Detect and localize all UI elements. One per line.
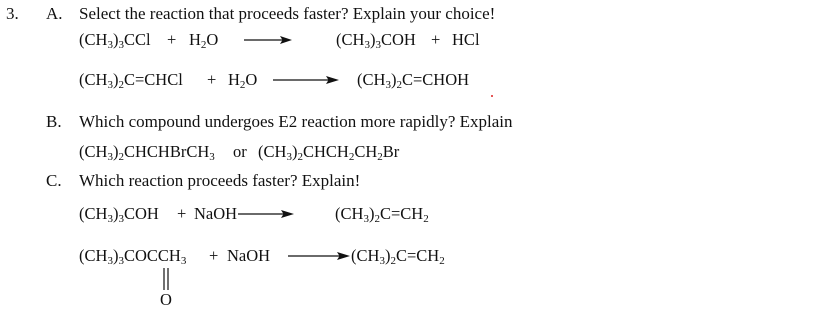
part-a-r2-product: $(CH_3)_2C=CHOH$ [357, 70, 470, 91]
part-b-compound-2: $(CH_3)_2CHCH_2CH_2Br$ [258, 142, 400, 163]
part-a-prompt: Select the reaction that proceeds faster? Explain your choice! [79, 4, 496, 23]
carbonyl-oxygen: O [160, 290, 172, 309]
part-a-r1-plus: + [167, 30, 177, 49]
part-c-r2-product: $(CH_3)_2C=CH_2$ [351, 246, 445, 267]
part-c-r2-reactant-b: NaOH [227, 246, 271, 265]
question-number: 3. [6, 4, 19, 23]
part-a-r1-arrow [244, 34, 292, 46]
part-c-r1-product: $(CH_3)_2C=CH_2$ [335, 204, 429, 225]
part-c-r1-arrow [238, 208, 294, 220]
part-c-r2-reactant-a: $(CH_3)_3COCCH_3$ [79, 246, 187, 267]
part-c-letter: C. [46, 171, 62, 190]
part-a-r1-reactant-a: $(CH_3)_3CCl$ [79, 30, 151, 51]
part-c-r2-arrow [288, 250, 350, 262]
part-c-prompt: Which reaction proceeds faster? Explain! [79, 171, 361, 190]
part-a-r1-product-a: $(CH_3)_3COH$ [336, 30, 416, 51]
part-a-r1-reactant-b: $H_2O$ [189, 30, 219, 51]
part-c-r1-reactant-a: $(CH_3)_3COH$ [79, 204, 159, 225]
red-mark-dot [491, 95, 493, 97]
part-a-r2-reactant-b: $H_2O$ [228, 70, 258, 91]
part-a-r1-product-b: HCl [452, 30, 480, 49]
part-b-letter: B. [46, 112, 62, 131]
part-c-r1-reactant-b: NaOH [194, 204, 238, 223]
part-a-r2-plus: + [207, 70, 217, 89]
carbonyl-double-bond [161, 268, 171, 290]
part-a-letter: A. [46, 4, 63, 23]
part-b-compound-1: $(CH_3)_2CHCHBrCH_3$ [79, 142, 215, 163]
part-a-r1-product-plus: + [431, 30, 441, 49]
part-c-r1-plus: + [177, 204, 187, 223]
part-a-r2-arrow [273, 74, 339, 86]
part-b-or-word: or [233, 142, 247, 161]
part-b-prompt: Which compound undergoes E2 reaction more rapidly? Explain [79, 112, 513, 131]
part-c-r2-plus: + [209, 246, 219, 265]
part-a-r2-reactant-a: $(CH_3)_2C=CHCl$ [79, 70, 183, 91]
